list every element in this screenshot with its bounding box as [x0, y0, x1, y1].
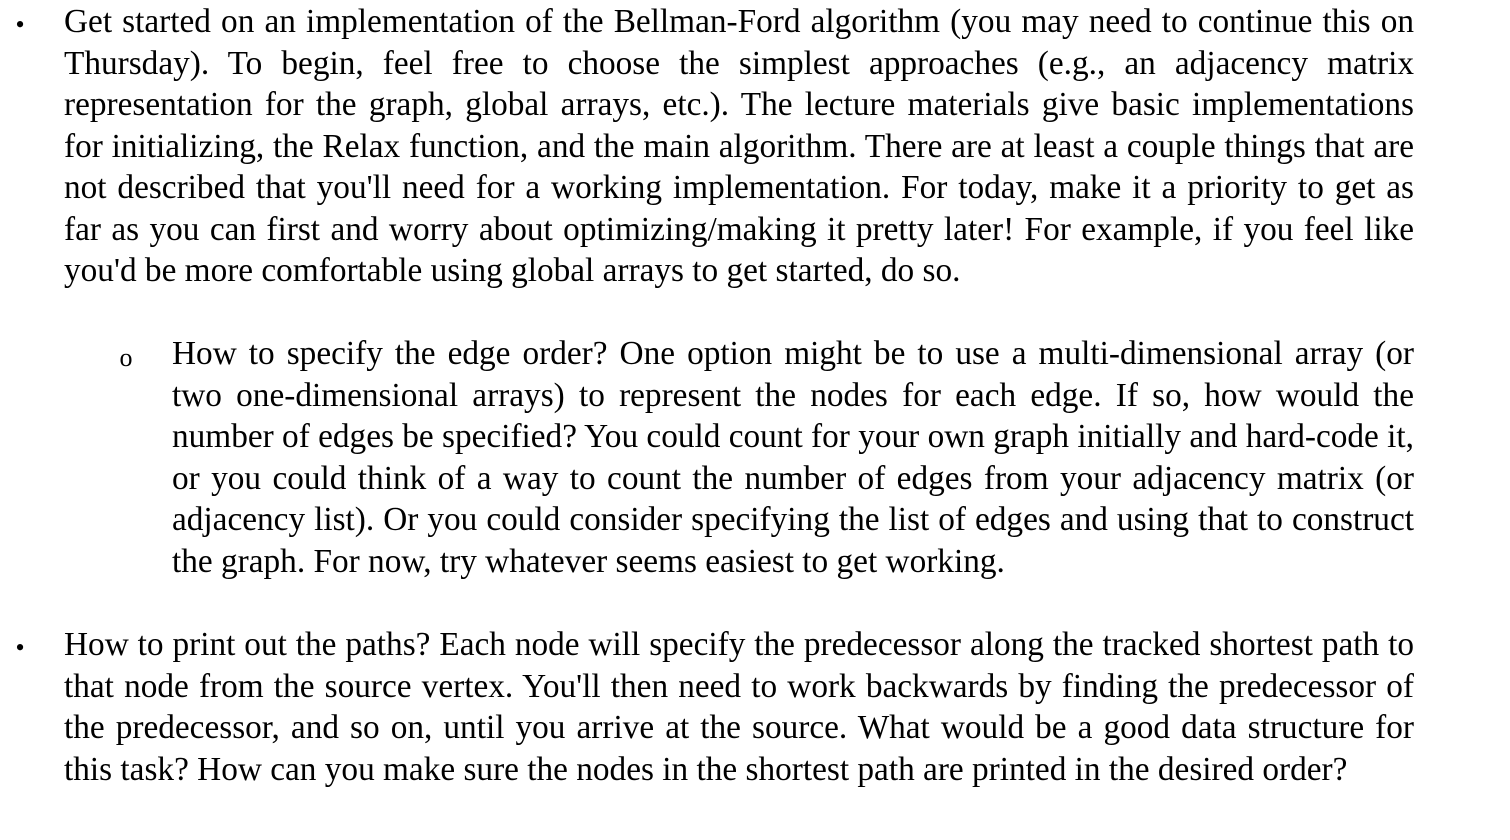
sub-list-item-edge-order: How to specify the edge order? One option might be to use a multi-dimensional array (or two one-dimensional arrays) to represent the nodes for each edge. If so, how would the number of edges be specified? You could count for your own graph initially and hard-code it, or you could think of a way to count the number of edges from your adjacency matrix (or adjacency list). Or you could consider specifying the list of edges and using that to construct the graph. For now, try whatever seems easiest to get working.: [172, 335, 1414, 580]
bullet-point-icon: •: [15, 633, 25, 662]
list-item-bellman-ford: Get started on an implementation of the Bellman-Ford algorithm (you may need to continue this on Thursday). To begin, feel free to choose the simplest approaches (e.g., an adjacency matrix representation for the graph, global arrays, etc.). The lecture materials give basic implementations for initializing, the Relax function, and the main algorithm. There are at least a couple things that are not described that you'll need for a working implementation. For today, make it a priority to get as far as you can first and worry about optimizing/making it pretty later! For example, if you feel like you'd be more comfortable using global arrays to get started, do so.: [64, 3, 1414, 289]
list-item-print-paths: How to print out the paths? Each node will specify the predecessor along the tracked shortest path to that node from the source vertex. You'll then need to work backwards by finding the predecessor of the predecessor, and so on, until you arrive at the source. What would be a good data structure for this task? How can you make sure the nodes in the shortest path are printed in the desired order?: [64, 626, 1414, 788]
sub-bullet-icon: o: [119, 343, 133, 372]
bullet-point-icon: •: [15, 10, 25, 39]
